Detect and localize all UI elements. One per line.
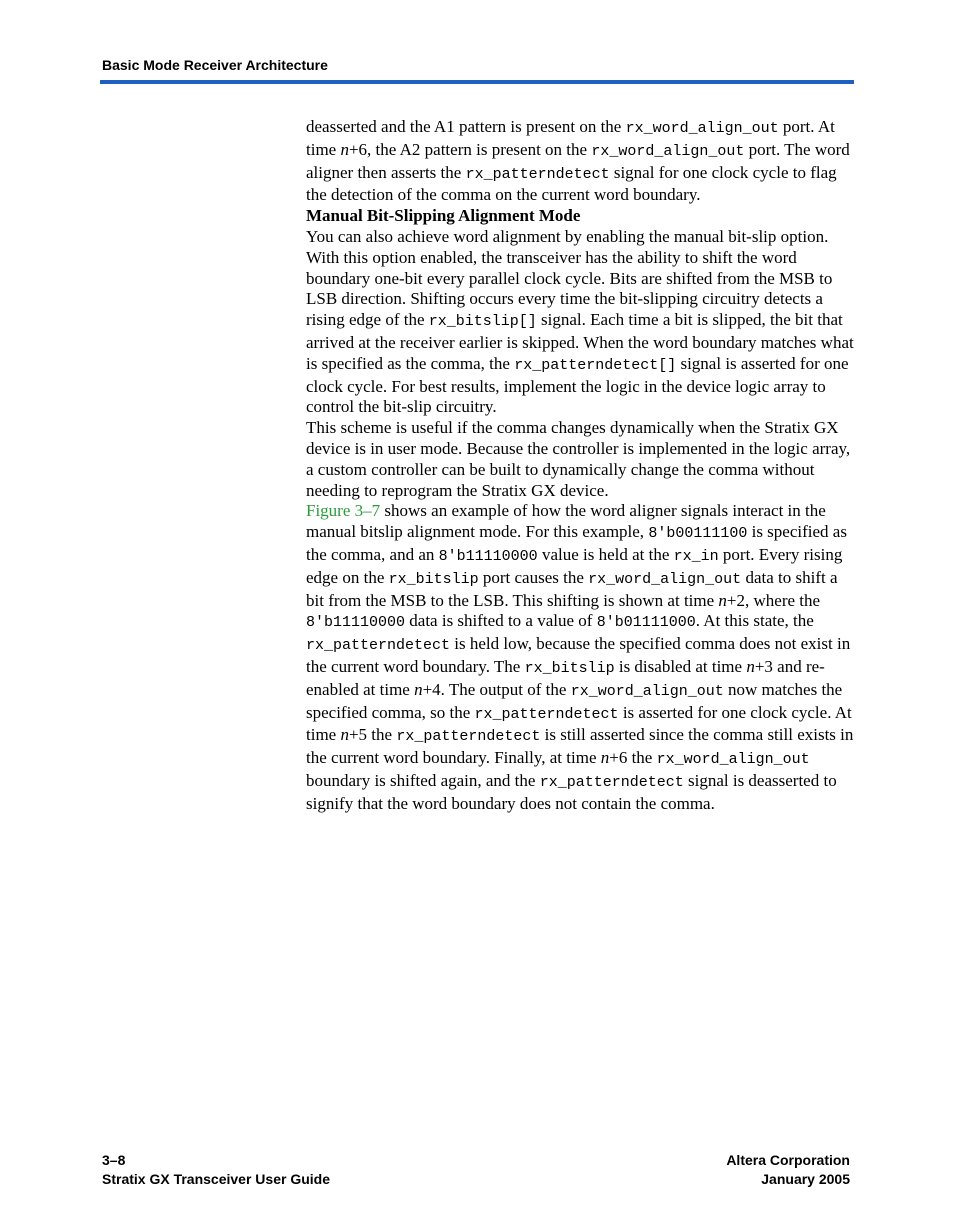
text: data to shift a bit from the MSB to the LSB. This shifting is shown at time: [306, 567, 838, 610]
text: port. Every rising edge on the: [306, 544, 843, 587]
publication-date: January 2005: [761, 1171, 850, 1187]
text: is still asserted since the comma still exists in the current word boundary. Finally, at time: [306, 725, 854, 768]
code: rx_patterndetect: [396, 728, 541, 746]
code: 8'b11110000: [306, 614, 406, 632]
text: port. The word aligner then asserts the: [306, 139, 850, 182]
code: rx_word_align_out: [625, 120, 779, 137]
italic-var: n: [746, 656, 755, 676]
text: port. At time: [306, 117, 835, 159]
paragraph-1: [306, 117, 854, 206]
code: rx_bitslip: [388, 570, 479, 588]
text: boundary is shifted again, and the: [306, 770, 540, 790]
code: rx_word_align_out: [656, 751, 810, 769]
text: is disabled at time: [614, 656, 747, 676]
figure-link[interactable]: Figure 3–7: [306, 501, 381, 521]
italic-var: n: [340, 725, 349, 745]
text: . At this state, the: [695, 611, 814, 631]
code: rx_in: [673, 547, 719, 565]
main-body: [306, 117, 854, 815]
running-header: Basic Mode Receiver Architecture: [102, 57, 328, 73]
guide-title: Stratix GX Transceiver User Guide: [102, 1171, 330, 1187]
text: is held low, because the specified comma does not exist in the current word boundary. The: [306, 634, 851, 676]
text: You can also achieve word alignment by enabling the manual bit-slip option. With this option enabled, the transceiver has the ability to shift the word boundary one-bit every parallel clock cycle. Bits are shifted from the MSB to LSB direction. Shifting occurs every time the bit-slipping circuitry detects a rising edge of the: [306, 226, 833, 330]
text: signal for one clock cycle to flag the detection of the comma on the current word boundary.: [306, 162, 837, 205]
text: +4. The output of the: [422, 679, 571, 699]
italic-var: n: [600, 748, 610, 768]
code: rx_patterndetect: [465, 165, 610, 183]
text: +6, the A2 pattern is present on the: [348, 139, 592, 159]
section-heading: Manual Bit-Slipping Alignment Mode: [306, 206, 581, 226]
italic-var: n: [340, 139, 349, 159]
footer-right: [726, 1151, 850, 1189]
paragraph-2: [306, 227, 854, 418]
text: signal is asserted for one clock cycle. For best results, implement the logic in the device logic array to control the bit-slip circuitry.: [306, 353, 849, 417]
paragraph-4: [306, 501, 854, 814]
text: is specified as the comma, and an: [306, 522, 847, 564]
code: rx_word_align_out: [591, 142, 745, 160]
text: +5 the: [348, 725, 397, 745]
footer-left: [102, 1151, 330, 1189]
text: deasserted and the A1 pattern is present on the: [306, 117, 626, 136]
page-number: 3–8: [102, 1152, 126, 1168]
code: rx_bitslip[]: [428, 313, 537, 331]
text: +6 the: [609, 748, 657, 768]
header-rule: [100, 80, 854, 84]
text: +3 and re-enabled at time: [306, 656, 825, 699]
text: signal is deasserted to signify that the word boundary does not contain the comma.: [306, 770, 837, 813]
code: rx_patterndetect: [474, 705, 619, 723]
text: data is shifted to a value of: [405, 611, 597, 631]
code: rx_bitslip: [524, 659, 615, 677]
code: 8'b11110000: [438, 547, 538, 565]
code: 8'b01111000: [596, 614, 696, 632]
text: signal. Each time a bit is slipped, the bit that arrived at the receiver earlier is skipped. When the word boundary matches what is specified as the comma, the: [306, 310, 854, 373]
code: rx_word_align_out: [588, 570, 742, 588]
text: is asserted for one clock cycle. At time: [306, 702, 852, 745]
code: rx_patterndetect: [539, 773, 684, 791]
code: rx_patterndetect: [306, 637, 451, 655]
text: value is held at the: [537, 544, 674, 564]
text: port causes the: [478, 567, 589, 587]
company-name: Altera Corporation: [726, 1152, 850, 1168]
italic-var: n: [718, 590, 727, 610]
code: rx_patterndetect[]: [514, 356, 677, 374]
text: shows an example of how the word aligner signals interact in the manual bitslip alignment mode. For this example,: [306, 501, 826, 542]
text: now matches the specified comma, so the: [306, 679, 843, 722]
paragraph-3: This scheme is useful if the comma changes dynamically when the Stratix GX device is in user mode. Because the controller is implemented in the logic array, a custom controller can be built to dynamically change the comma without needing to reprogram the Stratix GX device.: [306, 418, 851, 500]
text: +2, where the: [726, 590, 821, 610]
italic-var: n: [414, 679, 423, 699]
code: rx_word_align_out: [570, 682, 724, 700]
code: 8'b00111100: [648, 525, 748, 543]
